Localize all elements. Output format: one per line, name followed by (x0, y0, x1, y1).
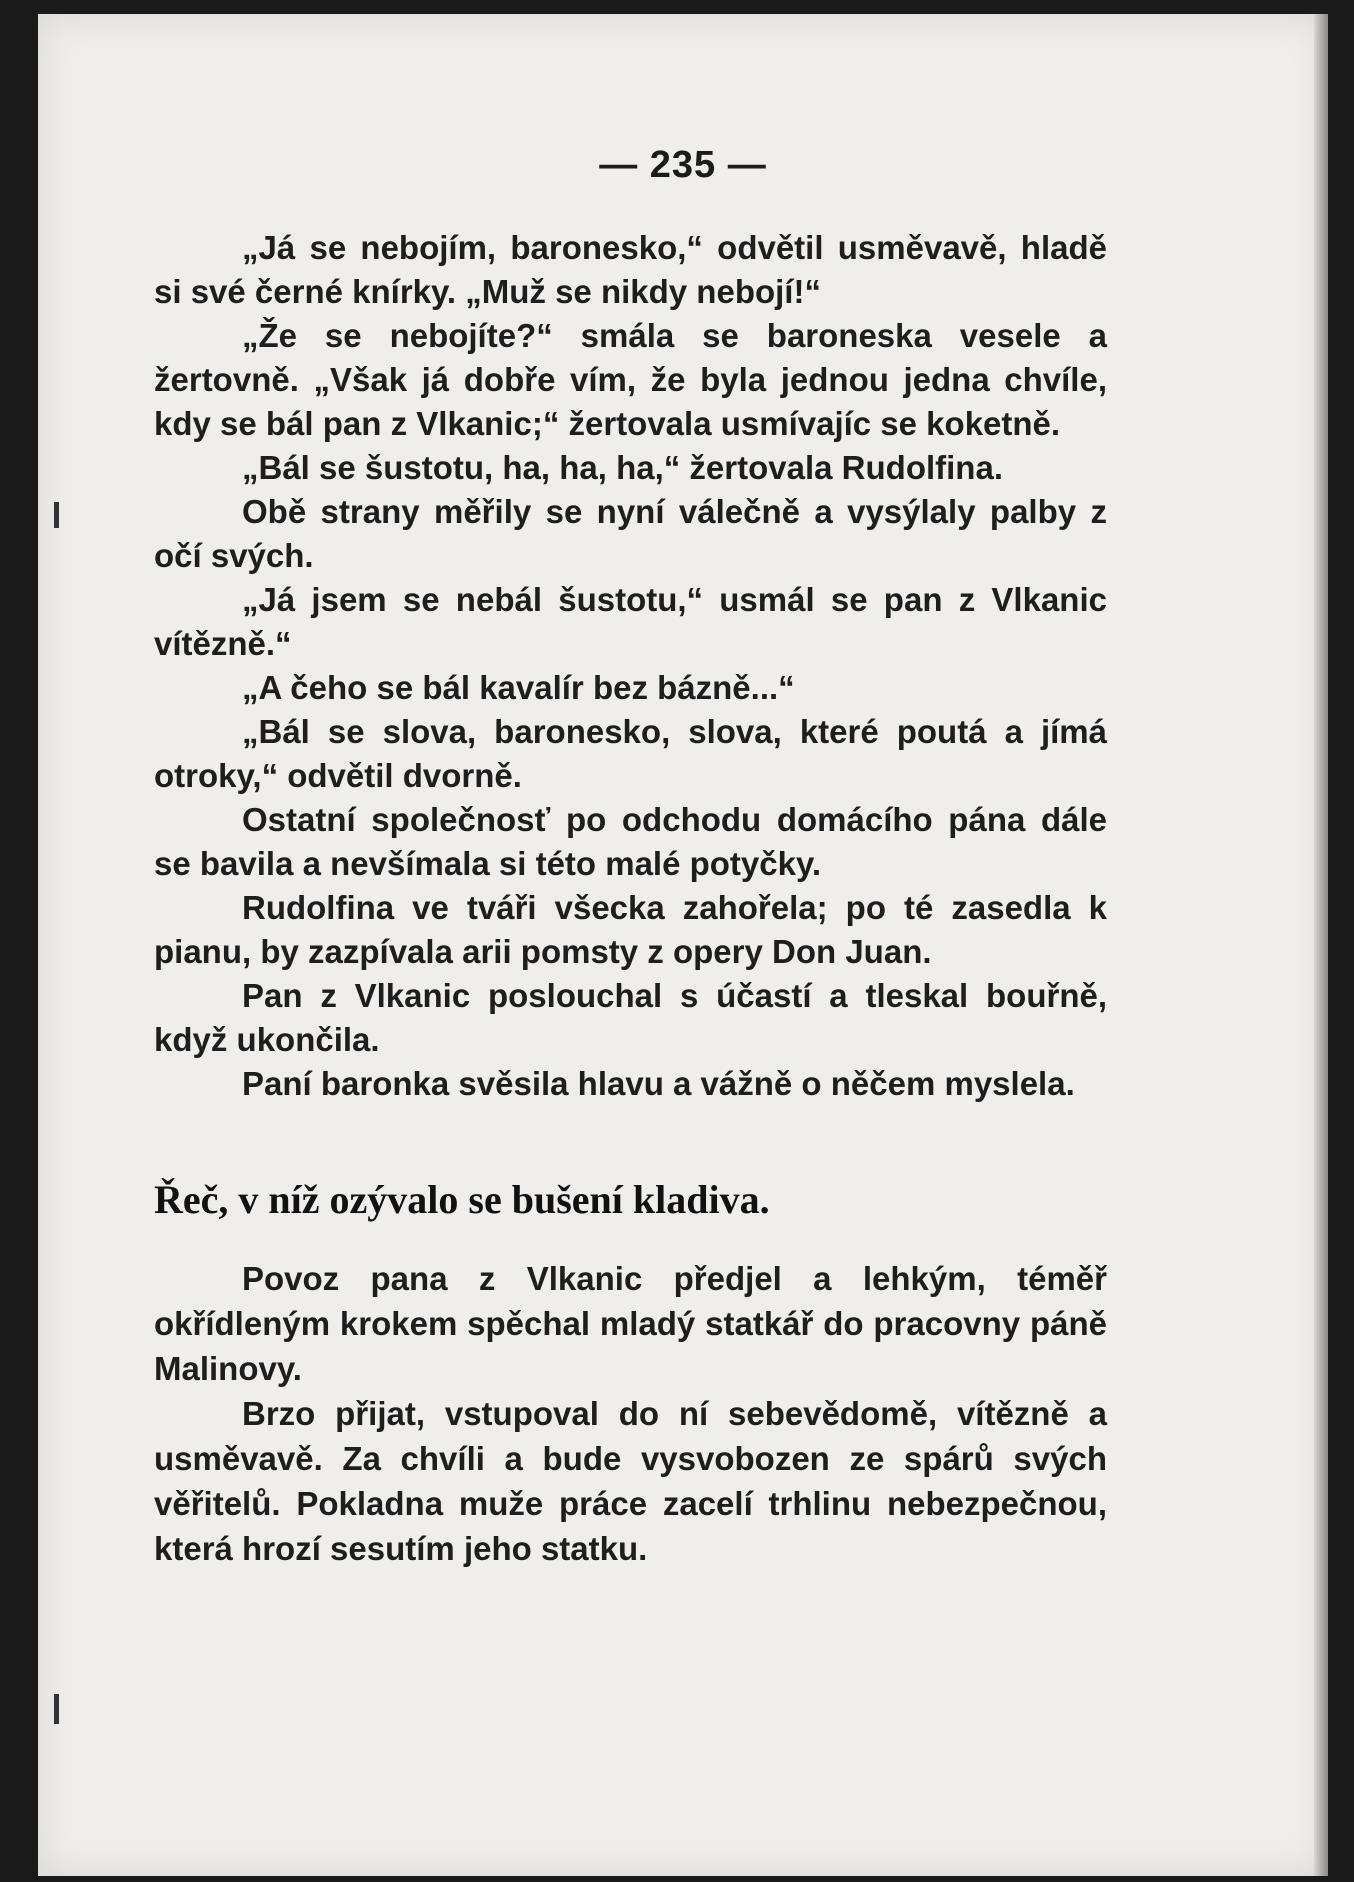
paragraph: „Že se nebojíte?“ smála se baroneska vesele a žertovně. „Však já dobře vím, že byla jednou jedna chvíle, kdy se bál pan z Vlkanic;“ žertovala usmívajíc se koketně. (154, 317, 1107, 442)
paragraph: Pan z Vlkanic poslouchal s účastí a tleskal bouřně, když ukončila. (154, 977, 1107, 1058)
section-heading: Řeč, v níž ozývalo se bušení kladiva. (154, 1177, 770, 1222)
section-body (154, 1256, 1107, 1571)
paragraph: Paní baronka svěsila hlavu a vážně o něčem myslela. (242, 1065, 1075, 1102)
paragraph: „Bál se slova, baronesko, slova, které poutá a jímá otroky,“ odvětil dvorně. (154, 713, 1107, 794)
paragraph: Brzo přijat, vstupoval do ní sebevědomě, vítězně a usměvavě. Za chvíli a bude vysvobozen ze spárů svých věřitelů. Pokladna muže práce zacelí trhlinu nebezpečnou, která hrozí sesutím jeho statku. (154, 1395, 1107, 1567)
paragraph: Ostatní společnosť po odchodu domácího pána dále se bavila a nevšímala si této malé potyčky. (154, 801, 1107, 882)
margin-mark (54, 1694, 59, 1724)
paragraph: Povoz pana z Vlkanic předjel a lehkým, téměř okřídleným krokem spěchal mladý statkář do pracovny páně Malinovy. (154, 1260, 1107, 1387)
margin-mark (54, 502, 59, 528)
paragraph: Obě strany měřily se nyní válečně a vysýlaly palby z očí svých. (154, 493, 1107, 574)
paragraph: „Já se nebojím, baronesko,“ odvětil usměvavě, hladě si své černé knírky. „Muž se nikdy nebojí!“ (154, 229, 1107, 310)
page-number: — 235 — (599, 144, 767, 186)
paragraph: Rudolfina ve tváři všecka zahořela; po té zasedla k pianu, by zazpívala arii pomsty z opery Don Juan. (154, 889, 1107, 970)
paragraph: „A čeho se bál kavalír bez bázně...“ (242, 669, 795, 706)
book-page (38, 14, 1328, 1876)
body-text (154, 226, 1107, 1571)
page-edge-shadow (1314, 14, 1328, 1876)
paragraph: „Bál se šustotu, ha, ha, ha,“ žertovala Rudolfina. (242, 449, 1003, 486)
paragraph: „Já jsem se nebál šustotu,“ usmál se pan z Vlkanic vítězně.“ (154, 581, 1107, 662)
